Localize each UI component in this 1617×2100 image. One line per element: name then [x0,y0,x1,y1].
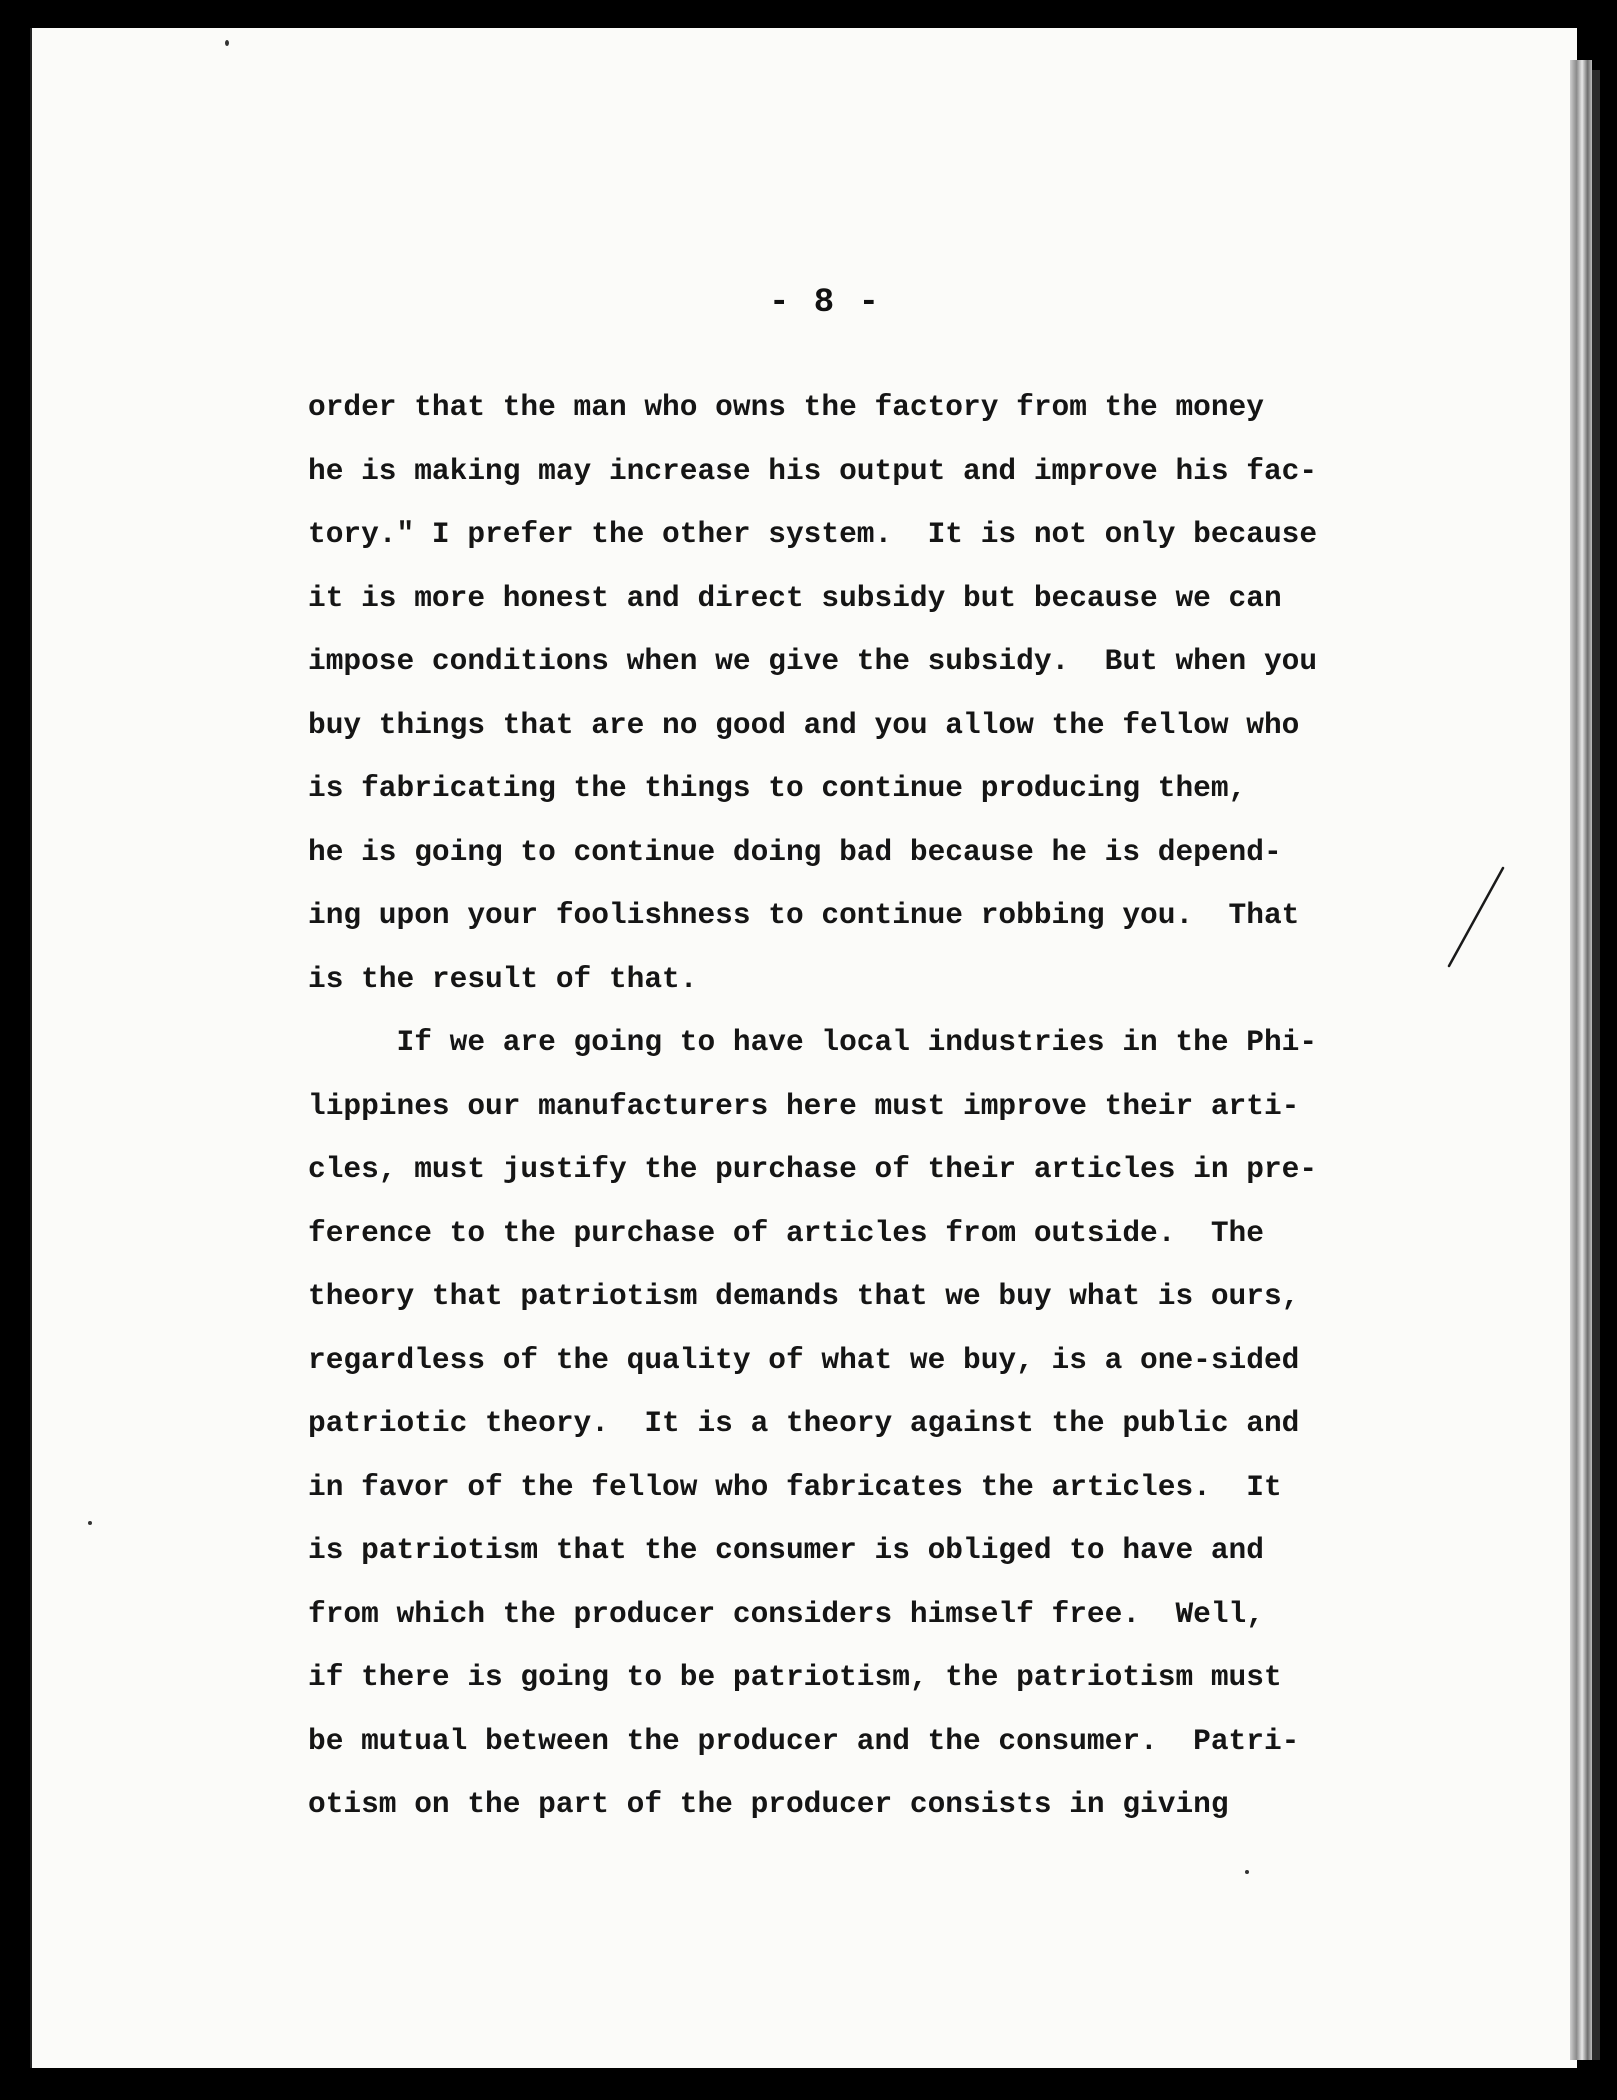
text-line: patriotic theory. It is a theory against the public and [308,1406,1300,1440]
text-line: If we are going to have local industries in the Phi- [308,1025,1318,1059]
text-line: ing upon your foolishness to continue robbing you. That [308,898,1300,932]
text-line: order that the man who owns the factory from the money [308,390,1264,424]
text-line: from which the producer considers himself free. Well, [308,1596,1264,1631]
text-line: theory that patriotism demands that we buy what is ours, [308,1279,1300,1313]
text-line: it is more honest and direct subsidy but because we can [308,580,1282,615]
text-line: otism on the part of the producer consists in giving [308,1787,1229,1821]
text-line: if there is going to be patriotism, the patriotism must [308,1660,1282,1694]
scan-speck [88,1521,92,1525]
scan-speck [1245,1870,1249,1874]
text-line: is patriotism that the consumer is obliged to have and [308,1533,1264,1567]
text-line: impose conditions when we give the subsidy. But when you [308,644,1318,678]
pen-stroke [1449,868,1503,966]
text-line: is the result of that. [308,961,698,996]
text-line: lippines our manufacturers here must improve their arti- [308,1088,1300,1123]
text-line: buy things that are no good and you allow the fellow who [308,707,1300,742]
text-line: is fabricating the things to continue producing them, [308,771,1247,805]
text-line: he is making may increase his output and improve his fac- [308,453,1318,488]
text-line: he is going to continue doing bad because he is depend- [308,834,1282,869]
text-line: regardless of the quality of what we buy, is a one-sided [308,1342,1300,1377]
page-number: - 8 - [768,284,882,322]
text-line: ference to the purchase of articles from outside. The [308,1215,1264,1250]
text-line: in favor of the fellow who fabricates the articles. It [308,1469,1282,1504]
text-line: cles, must justify the purchase of their articles in pre- [308,1152,1318,1186]
text-line: tory." I prefer the other system. It is not only because [308,517,1318,551]
text-line: be mutual between the producer and the consumer. Patri- [308,1723,1300,1758]
scan-speck [225,40,229,46]
